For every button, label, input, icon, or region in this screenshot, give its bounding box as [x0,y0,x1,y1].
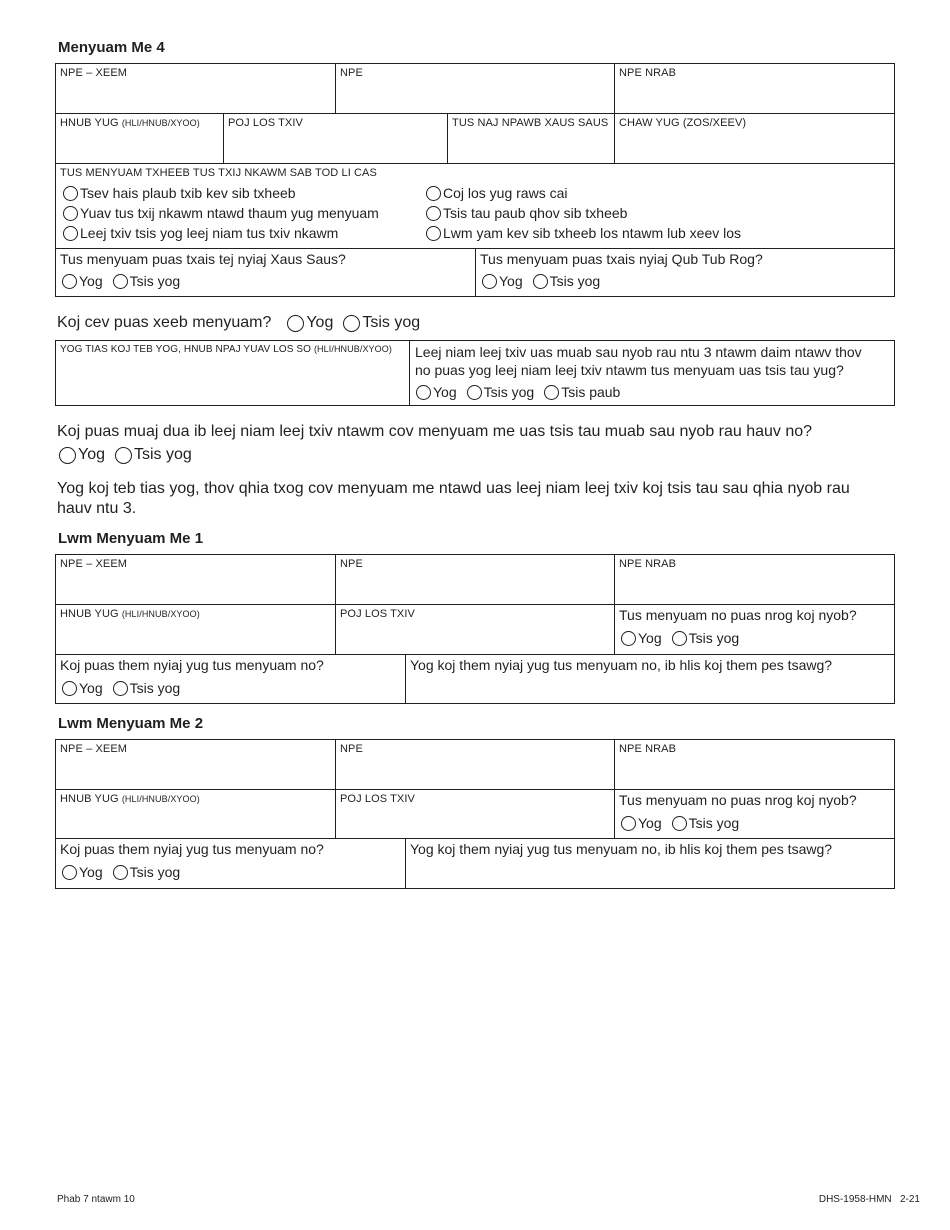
form-id: DHS-1958-HMN 2-21 [818,1194,920,1205]
child4-middle-name-field[interactable] [614,63,895,114]
radio-circle-icon[interactable] [63,206,78,221]
other2-middle-name-field[interactable] [614,739,895,790]
yes-option[interactable]: Yog [416,384,457,400]
radio-circle-icon[interactable] [416,385,431,400]
radio-circle-icon[interactable] [63,226,78,241]
no-option[interactable]: Tsis yog [113,864,181,880]
other2-sex-field[interactable] [335,789,615,839]
other1-dob-field[interactable] [55,604,336,655]
radio-circle-icon[interactable] [672,631,687,646]
question-text: Tus menyuam puas txais tej nyiaj Xaus Saus? [60,251,346,267]
field-label: HNUB YUG (HLI/HNUB/XYOO) [60,608,200,620]
other1-support-question [55,654,406,704]
child4-first-name-field[interactable] [335,63,615,114]
other2-last-name-field[interactable] [55,739,336,790]
relation-option[interactable]: Coj los yug raws cai [426,185,568,201]
radio-circle-icon[interactable] [621,816,636,831]
question-text: Koj puas them nyiaj yug tus menyuam no? [60,841,324,857]
child4-dob-field[interactable] [55,113,224,164]
yes-option[interactable]: Yog [621,630,662,646]
child4-ssa-question [55,248,476,297]
radio-circle-icon[interactable] [113,274,128,289]
radio-circle-icon[interactable] [426,186,441,201]
radio-circle-icon[interactable] [544,385,559,400]
other1-first-name-field[interactable] [335,554,615,605]
radio-circle-icon[interactable] [113,865,128,880]
question-text: Yog koj them nyiaj yug tus menyuam no, ib hlis koj them pes tsawg? [410,657,833,673]
field-label: NPE [340,558,363,570]
radio-circle-icon[interactable] [467,385,482,400]
relation-option[interactable]: Leej txiv tsis yog leej niam tus txiv nkawm [63,225,338,241]
child4-sex-field[interactable] [223,113,448,164]
other2-lives-with-question [614,789,895,839]
other1-last-name-field[interactable] [55,554,336,605]
no-option[interactable]: Tsis yog [467,384,535,400]
radio-circle-icon[interactable] [59,447,76,464]
field-label: TUS MENYUAM TXHEEB TUS TXIJ NKAWM SAB TOD LI CAS [60,167,377,179]
radio-circle-icon[interactable] [62,865,77,880]
no-option[interactable]: Tsis yog [533,273,601,289]
yes-option[interactable]: Yog [482,273,523,289]
other1-amount-field[interactable] [405,654,895,704]
field-label: NPE NRAB [619,67,677,79]
relation-option[interactable]: Lwm yam kev sib txheeb los ntawm lub xeev los [426,225,741,241]
question-text: Yog koj them nyiaj yug tus menyuam no, ib hlis koj them pes tsawg? [410,841,833,857]
no-option[interactable]: Tsis yog [115,446,192,464]
other2-first-name-field[interactable] [335,739,615,790]
field-label: NPE – XEEM [60,558,128,570]
field-label: TUS NAJ NPAWB XAUS SAUS [452,117,609,129]
radio-circle-icon[interactable] [63,186,78,201]
field-label: NPE – XEEM [60,67,128,79]
yes-option[interactable]: Yog [62,864,103,880]
other1-sex-field[interactable] [335,604,615,655]
yes-option[interactable]: Yog [287,314,333,332]
parent-of-unborn-question [409,340,895,406]
field-label: NPE [340,743,363,755]
yes-option[interactable]: Yog [59,446,105,464]
no-option[interactable]: Tsis yog [343,314,420,332]
other2-amount-field[interactable] [405,838,895,889]
yes-option[interactable]: Yog [621,815,662,831]
section-title-child-4: Menyuam Me 4 [58,39,165,56]
other-children-question: Koj puas muaj dua ib leej niam leej txiv ntawm cov menyuam me uas tsis tau muab sau nyob rau hauv no? [57,423,813,440]
field-label: NPE NRAB [619,558,677,570]
field-label: CHAW YUG (ZOS/XEEV) [619,117,747,129]
field-label: YOG TIAS KOJ TEB YOG, HNUB NPAJ YUAV LOS SO (HLI/HNUB/XYOO) [60,344,392,355]
child4-relationship-group [55,163,895,249]
child4-birthplace-field[interactable] [614,113,895,164]
question-text: Tus menyuam no puas nrog koj nyob? [619,607,857,623]
relation-option[interactable]: Tsev hais plaub txib kev sib txheeb [63,185,296,201]
radio-circle-icon[interactable] [343,315,360,332]
question-text: Koj puas them nyiaj yug tus menyuam no? [60,657,324,673]
field-label: POJ LOS TXIV [228,117,303,129]
field-label: HNUB YUG (HLI/HNUB/XYOO) [60,117,200,129]
radio-circle-icon[interactable] [115,447,132,464]
unknown-option[interactable]: Tsis paub [544,384,620,400]
section-title-other-child-2: Lwm Menyuam Me 2 [58,715,204,732]
section-title-other-child-1: Lwm Menyuam Me 1 [58,530,204,547]
radio-circle-icon[interactable] [533,274,548,289]
radio-circle-icon[interactable] [621,631,636,646]
field-label: HNUB YUG (HLI/HNUB/XYOO) [60,793,200,805]
other1-middle-name-field[interactable] [614,554,895,605]
other-children-instruction: Yog koj teb tias yog, thov qhia txog cov menyuam me ntawd uas leej niam leej txiv koj tsis tau sau qhia nyob rau hauv ntu 3. [57,480,850,517]
child4-military-question [475,248,895,297]
radio-circle-icon[interactable] [482,274,497,289]
no-option[interactable]: Tsis yog [672,815,740,831]
field-label: POJ LOS TXIV [340,608,415,620]
other-children-options [59,446,202,464]
due-date-field[interactable] [55,340,410,406]
yes-option[interactable]: Yog [62,680,103,696]
no-option[interactable]: Tsis yog [113,273,181,289]
question-text: Leej niam leej txiv uas muab sau nyob rau ntu 3 ntawm daim ntawv thov no puas yog leej niam leej txiv ntawm tus menyuam uas tsis tau yug? [415,344,862,378]
page-number: Phab 7 ntawm 10 [57,1194,135,1205]
radio-circle-icon[interactable] [113,681,128,696]
other2-dob-field[interactable] [55,789,336,839]
question-text: Tus menyuam puas txais nyiaj Qub Tub Rog? [480,251,763,267]
radio-circle-icon[interactable] [62,681,77,696]
radio-circle-icon[interactable] [287,315,304,332]
other1-lives-with-question [614,604,895,655]
no-option[interactable]: Tsis yog [672,630,740,646]
other2-support-question [55,838,406,889]
relation-option[interactable]: Tsis tau paub qhov sib txheeb [426,205,627,221]
yes-option[interactable]: Yog [62,273,103,289]
radio-circle-icon[interactable] [426,206,441,221]
question-text: Tus menyuam no puas nrog koj nyob? [619,792,857,808]
radio-circle-icon[interactable] [672,816,687,831]
radio-circle-icon[interactable] [62,274,77,289]
field-label: NPE – XEEM [60,743,128,755]
child4-last-name-field[interactable] [55,63,336,114]
field-label: NPE [340,67,363,79]
radio-circle-icon[interactable] [426,226,441,241]
field-label: POJ LOS TXIV [340,793,415,805]
pregnant-question: Koj cev puas xeeb menyuam? Yog Tsis yog [57,314,421,331]
child4-ssn-field[interactable] [447,113,615,164]
relation-option[interactable]: Yuav tus txij nkawm ntawd thaum yug menyuam [63,205,379,221]
no-option[interactable]: Tsis yog [113,680,181,696]
field-label: NPE NRAB [619,743,677,755]
